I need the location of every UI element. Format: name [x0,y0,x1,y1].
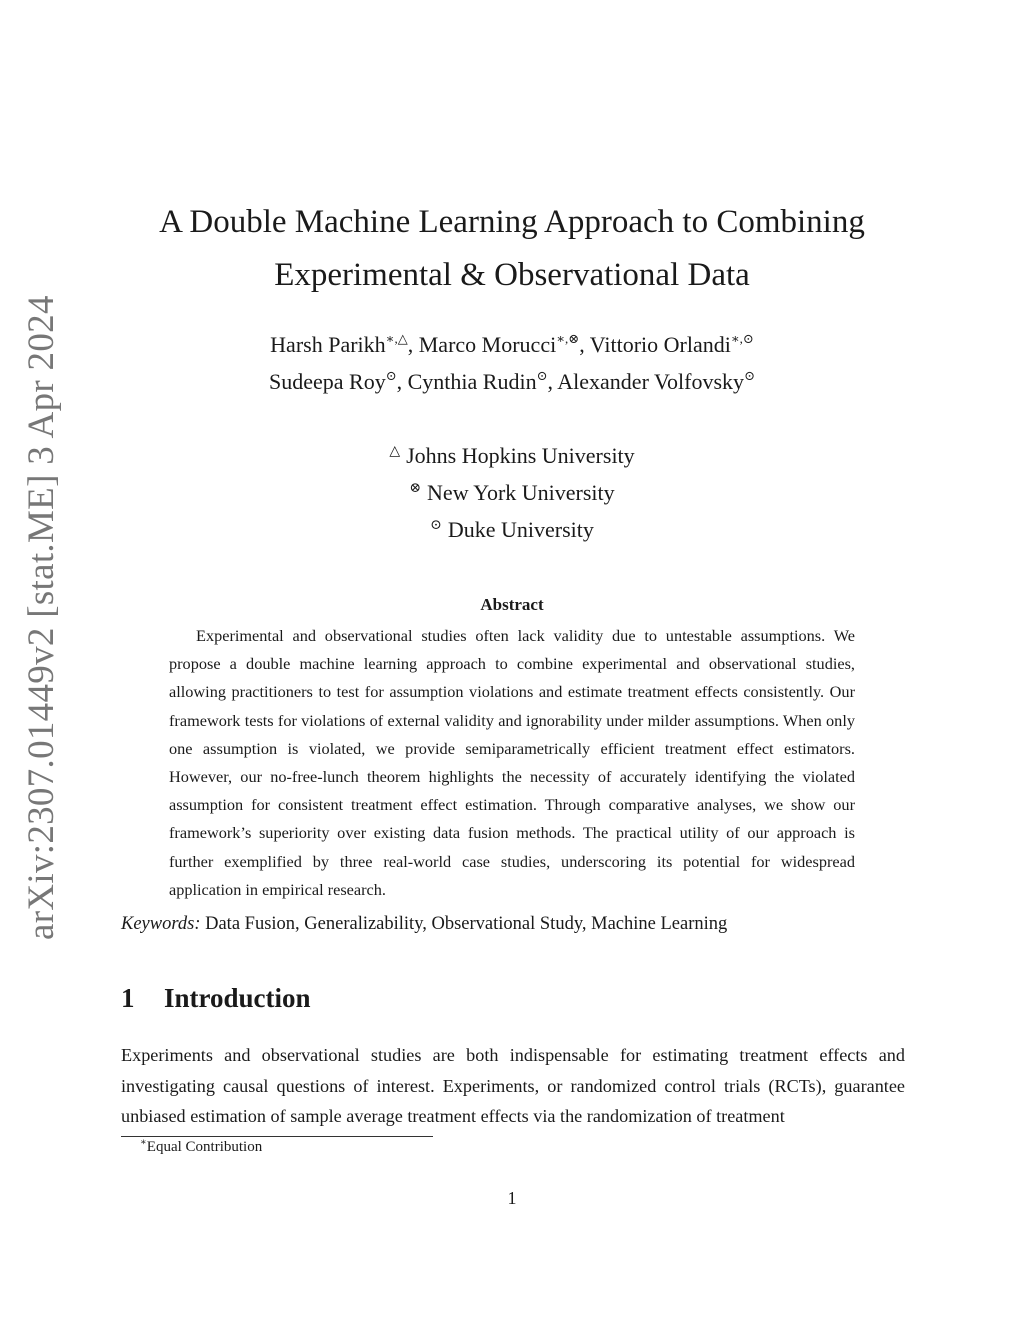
abstract-text: Experimental and observational studies often lack validity due to untestable assumptions. We propose a double machine learning approach to combine experimental and observational studies, allowing practitioners to test for assumption violations and estimate treatment effects consistently. Our framework tests for violations of external validity and ignorability under milder assumptions. When only one assumption is violated, we provide semiparametrically efficient treatment effect estimators. However, our no-free-lunch theorem highlights the necessity of accurately identifying the violated assumption for consistent treatment effect estimation. Through comparative analyses, we show our framework’s superiority over existing data fusion methods. The practical utility of our approach is further exemplified by three real-world case studies, underscoring its potential for widespread application in empirical research. [169,626,855,899]
page-number: 1 [507,1188,517,1208]
author-line-1: Harsh Parikh∗,△, Marco Morucci∗,⊗, Vittorio Orlandi∗,⊙ [270,331,754,357]
author-marks: ∗,⊗ [556,331,580,346]
footnote-divider [121,1136,433,1137]
affiliation-mark: ⊗ [409,481,422,496]
author-marks: ∗,△ [385,331,408,346]
author-marks: ⊙ [744,368,755,383]
author-list [0,326,1024,400]
title-line-2: Experimental & Observational Data [274,257,750,293]
footnote-text: Equal Contribution [146,1139,263,1155]
arxiv-identifier: arXiv:2307.01449v2 [stat.ME] 3 Apr 2024 [21,295,62,940]
author-marks: ⊙ [536,368,548,383]
author-line-2: Sudeepa Roy⊙, Cynthia Rudin⊙, Alexander Volfovsky⊙ [269,368,755,394]
keywords [121,914,727,935]
affiliation [0,474,1024,511]
title-line-1: A Double Machine Learning Approach to Combining [159,204,865,240]
section-title: Introduction [164,983,311,1013]
author-name: Alexander Volfovsky [557,369,745,394]
keywords-text: Data Fusion, Generalizability, Observational Study, Machine Learning [205,914,728,934]
affiliation-mark: ⊙ [430,518,442,533]
author-name: Harsh Parikh [270,332,386,357]
affiliation [0,511,1024,548]
affiliation-name: Duke University [447,517,594,542]
paper-title [0,196,1024,302]
introduction-paragraph: Experiments and observational studies are both indispensable for estimating treatment effects and investigating causal questions of interest. Experiments, or randomized control trials (RCTs), guarantee unbiased estimation of sample average treatment effects via the randomization of treatment [121,1045,905,1126]
section-number: 1 [121,983,135,1013]
footnote [140,1139,262,1156]
keywords-label: Keywords: [121,914,201,934]
section-heading [121,983,311,1014]
affiliation-name: Johns Hopkins University [406,443,635,468]
footnote-mark: ∗ [140,1137,147,1148]
author-name: Cynthia Rudin [407,369,537,394]
author-name: Sudeepa Roy [269,369,386,394]
author-name: Vittorio Orlandi [589,332,731,357]
author-marks: ∗,⊙ [730,331,754,346]
affiliation-name: New York University [427,480,615,505]
author-name: Marco Morucci [418,332,557,357]
affiliation-mark: △ [389,444,401,459]
author-marks: ⊙ [385,368,397,383]
abstract-heading: Abstract [480,595,544,614]
affiliation [0,437,1024,474]
affiliation-list [0,437,1024,548]
